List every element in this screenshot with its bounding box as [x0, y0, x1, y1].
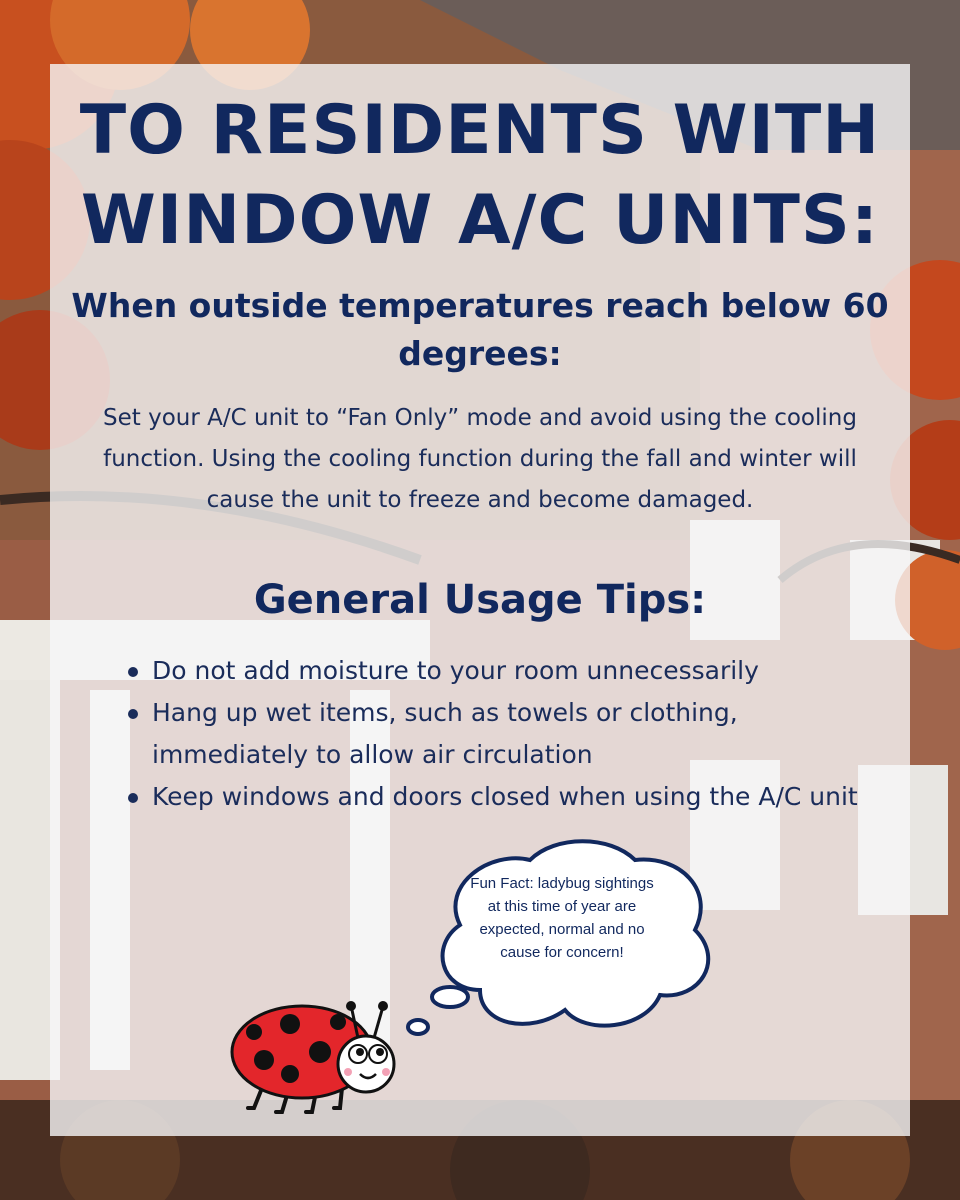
tip-item: Do not add moisture to your room unnecessarily: [126, 650, 886, 692]
tip-item: Hang up wet items, such as towels or clothing, immediately to allow air circulation: [126, 692, 886, 776]
page-title: TO RESIDENTS WITH WINDOW A/C UNITS:: [79, 91, 881, 260]
ladybug-icon: [220, 990, 420, 1120]
temperature-subtitle: When outside temperatures reach below 60 degrees:: [71, 286, 889, 373]
tips-list: [126, 650, 886, 818]
tips-heading: General Usage Tips:: [253, 577, 707, 623]
fan-only-instructions: Set your A/C unit to “Fan Only” mode and avoid using the cooling function. Using the cooling function during the fall and winter will cause the unit to freeze and become damaged.: [103, 405, 857, 513]
fun-fact-text: Fun Fact: ladybug sightings at this time of year are expected, normal and no cause for concern!: [470, 875, 654, 961]
tip-item: Keep windows and doors closed when using the A/C unit: [126, 776, 886, 818]
